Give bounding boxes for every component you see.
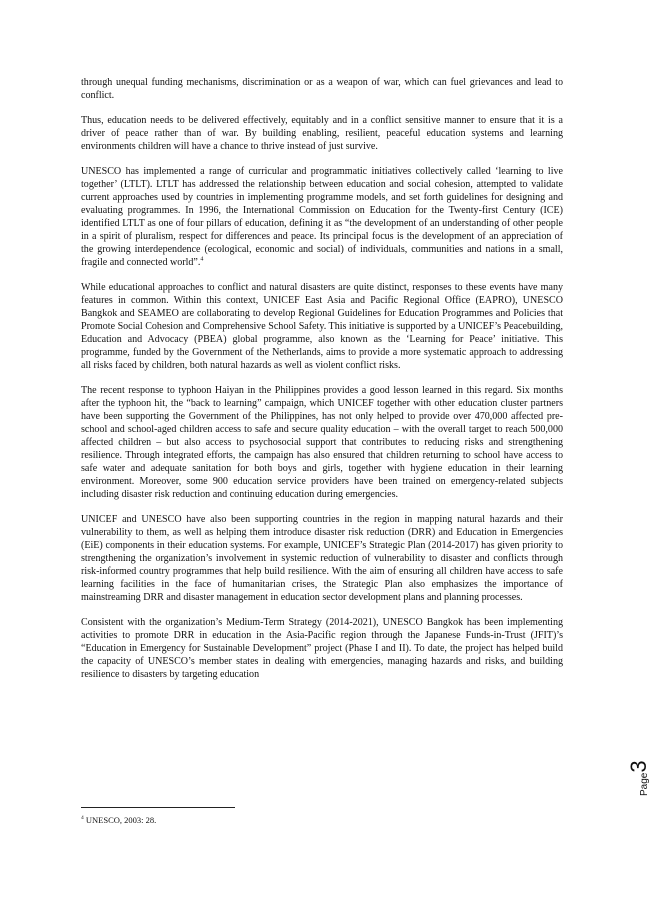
page-body: [81, 76, 563, 693]
paragraph-5: The recent response to typhoon Haiyan in the Philippines provides a good lesson learned in this regard. Six months after the typhoon hit, the “back to learning” campaign, which UNICEF together with other education cluster partners have been supporting the Government of the Philippines, has not only helped to provide over 470,000 affected pre-school and school-aged children access to safe and secure quality education – with the overall target to reach 500,000 affected children – but also access to psychosocial support that contributes to reducing risks and strengthening resilience. Through integrated efforts, the campaign has also ensured that children returning to school have access to safe water and adequate sanitation for both boys and girls, together with hygiene education in their learning environment. Moreover, some 900 education service providers have been trained on emergency-related subjects including disaster risk reduction and continuing education during emergencies.: [81, 385, 563, 500]
page-number: [590, 756, 650, 796]
paragraph-1: through unequal funding mechanisms, discrimination or as a weapon of war, which can fuel grievances and lead to conflict.: [81, 77, 563, 101]
paragraph-3: [81, 165, 563, 269]
footnote: [81, 815, 156, 825]
footnote-reference[interactable]: 4: [200, 256, 204, 263]
paragraph-6: UNICEF and UNESCO have also been supporting countries in the region in mapping natural hazards and their vulnerability to them, as well as helping them introduce disaster risk reduction (DRR) and Education in Emergencies (EiE) components in their education systems. For example, UNICEF’s Strategic Plan (2014-2017) has given priority to strengthening the organization’s involvement in systemic reduction of vulnerability to disaster and conflicts through risk-informed country programmes that help build resilience. With the aim of ensuring all children have access to safe learning facilities in the face of humanitarian crises, the Strategic Plan also emphasizes the importance of mainstreaming DRR and disaster management in education sector development plans and planning processes.: [81, 514, 563, 603]
footnote-text: UNESCO, 2003: 28.: [83, 815, 157, 825]
page-label: Page: [639, 772, 650, 796]
paragraph-2: Thus, education needs to be delivered effectively, equitably and in a conflict sensitive manner to ensure that it is a driver of peace rather than of war. By building enabling, resilient, peaceful education systems and learning environments children will have a chance to thrive instead of just survive.: [81, 115, 563, 152]
footnote-number: 4: [81, 815, 84, 822]
page-number-value: 3: [626, 760, 651, 773]
footnote-divider: [81, 807, 235, 808]
paragraph-4: While educational approaches to conflict and natural disasters are quite distinct, responses to these events have many features in common. Within this context, UNICEF East Asia and Pacific Regional Office (EAPRO), UNESCO Bangkok and SEAMEO are collaborating to develop Regional Guidelines for Education Programmes and Policies that Promote Social Cohesion and Comprehensive School Safety. This initiative is supported by a UNICEF’s Peacebuilding, Education and Advocacy (PBEA) global programme, also known as the ‘Learning for Peace’ initiative. This programme, funded by the Government of the Netherlands, aims to provide a more systematic approach to addressing all risks faced by children, both natural hazards as well as violent conflict risks.: [81, 282, 563, 371]
paragraph-7: Consistent with the organization’s Medium-Term Strategy (2014-2021), UNESCO Bangkok has been implementing activities to promote DRR in education in the Asia-Pacific region through the Japanese Funds-in-Trust (JFIT)’s “Education in Emergency for Sustainable Development” project (Phase I and II). To date, the project has helped build the capacity of UNESCO’s member states in dealing with emergencies, managing hazards and risks, and building resilience to disasters by targeting education: [81, 617, 563, 680]
paragraph-3-text: UNESCO has implemented a range of curricular and programmatic initiatives collectively called ‘learning to live together’ (LTLT). LTLT has addressed the relationship between education and social cohesion, attempted to validate current approaches used by countries in implementing programme models, and set forth guidelines for designing and evaluating programmes. In 1996, the International Commission on Education for the Twenty-first Century (ICE) identified LTLT as one of four pillars of education, defining it as “the development of an understanding of other people in a spirit of pluralism, respect for differences and peace. Its principal focus is the development of an appreciation of the growing interdependence (ecological, economic and social) of individuals, communities and nations in a small, fragile and connected world”.: [81, 166, 563, 268]
